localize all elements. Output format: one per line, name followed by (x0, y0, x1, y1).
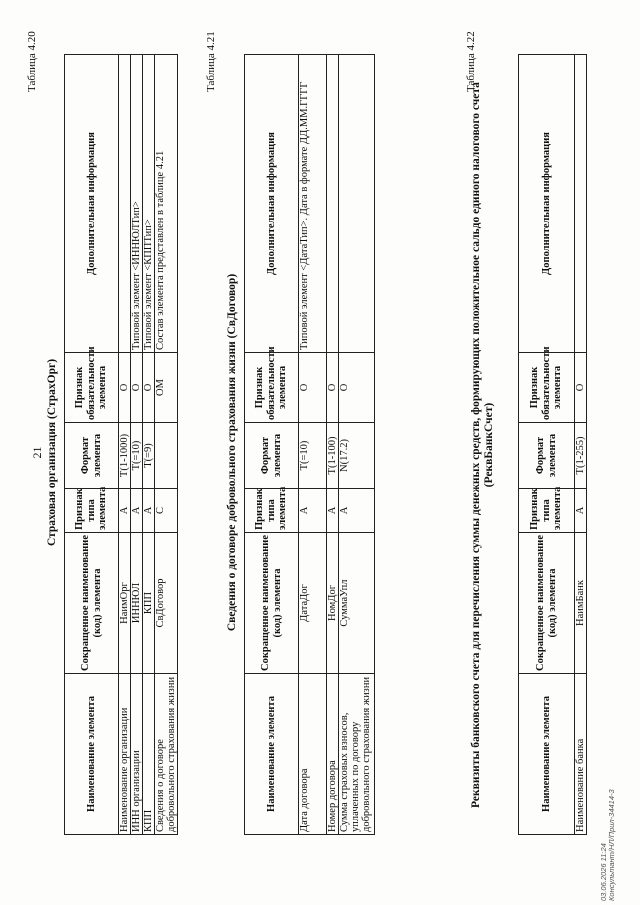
cell-code: НомДог (327, 533, 339, 674)
cell-required: О (327, 353, 339, 423)
page-number: 21 (30, 446, 44, 459)
cell-name: Наименование банка (575, 674, 587, 835)
col-name-header: Наименование элемента (245, 674, 299, 835)
cell-type: А (339, 489, 375, 533)
cell-required: О (339, 353, 375, 423)
cell-type: А (299, 489, 327, 533)
col-required-header: Признак обязательности элемента (245, 353, 299, 423)
cell-type: А (119, 489, 131, 533)
col-type-header: Признак типа элемента (519, 489, 575, 533)
table-row (575, 55, 587, 835)
table-row (155, 55, 178, 835)
table-4-21-label: Таблица 4.21 (205, 31, 217, 92)
col-format-header: Формат элемента (245, 423, 299, 489)
col-info-header: Дополнительная информация (245, 55, 299, 353)
table-row (143, 55, 155, 835)
cell-type: А (327, 489, 339, 533)
cell-code: КПП (143, 533, 155, 674)
cell-info: Состав элемента представлен в таблице 4.21 (155, 55, 178, 353)
col-name-header: Наименование элемента (519, 674, 575, 835)
col-code-header: Сокращенное наименование (код) элемента (65, 533, 119, 674)
cell-code: НаимБанк (575, 533, 587, 674)
cell-info (327, 55, 339, 353)
cell-info: Типовой элемент <ДатаТип>. Дата в формате ДД.ММ.ГГГГ (299, 55, 327, 353)
table-4-22-title: Реквизиты банковского счета для перечисления суммы денежных средств, формирующих положительное сальдо единого налогового счета (РеквБанкСчет) (470, 82, 495, 808)
col-format-header: Формат элемента (65, 423, 119, 489)
col-type-header: Признак типа элемента (65, 489, 119, 533)
cell-code: ИННЮЛ (131, 533, 143, 674)
col-info-header: Дополнительная информация (519, 55, 575, 353)
cell-required: О (575, 353, 587, 423)
cell-required: О (143, 353, 155, 423)
cell-format: T(=10) (299, 423, 327, 489)
table-row (131, 55, 143, 835)
cell-format: T(=9) (143, 423, 155, 489)
cell-required: ОМ (155, 353, 178, 423)
table-4-20 (64, 54, 178, 835)
cell-name: Дата договора (299, 674, 327, 835)
cell-type: А (131, 489, 143, 533)
cell-code: СуммаУпл (339, 533, 375, 674)
footer-doc-id: Консультант/НЛ/Прил-34414-3 (607, 789, 616, 901)
cell-name: Наименование организации (119, 674, 131, 835)
cell-name: Сведения о договоре добровольного страхования жизни (155, 674, 178, 835)
cell-type: А (143, 489, 155, 533)
cell-name: Номер договора (327, 674, 339, 835)
cell-required: О (131, 353, 143, 423)
col-info-header: Дополнительная информация (65, 55, 119, 353)
col-code-header: Сокращенное наименование (код) элемента (519, 533, 575, 674)
table-4-22-header (519, 55, 575, 835)
cell-code: НаимОрг (119, 533, 131, 674)
table-4-21-title: Сведения о договоре добровольного страхования жизни (СвДоговор) (226, 273, 238, 632)
table-4-22-label: Таблица 4.22 (465, 31, 477, 92)
col-required-header: Признак обязательности элемента (519, 353, 575, 423)
footer-stamp (600, 789, 616, 901)
cell-name: ИНН организации (131, 674, 143, 835)
cell-required: О (119, 353, 131, 423)
cell-name: КПП (143, 674, 155, 835)
col-format-header: Формат элемента (519, 423, 575, 489)
table-4-22 (518, 54, 587, 835)
table-row (299, 55, 327, 835)
table-4-21 (244, 54, 375, 835)
cell-info: Типовой элемент <ИННЮЛТип> (131, 55, 143, 353)
table-row (327, 55, 339, 835)
col-required-header: Признак обязательности элемента (65, 353, 119, 423)
cell-format (155, 423, 178, 489)
cell-format: T(1-255) (575, 423, 587, 489)
col-name-header: Наименование элемента (65, 674, 119, 835)
cell-info (119, 55, 131, 353)
cell-info (575, 55, 587, 353)
cell-format: T(1-1000) (119, 423, 131, 489)
cell-code: ДатаДог (299, 533, 327, 674)
cell-info (339, 55, 375, 353)
cell-name: Сумма страховых взносов, уплаченных по договору добровольного страхования жизни (339, 674, 375, 835)
cell-type: А (575, 489, 587, 533)
cell-required: О (299, 353, 327, 423)
table-row (339, 55, 375, 835)
footer-date: 03.06.2026 11:24 (599, 843, 608, 901)
table-4-21-header (245, 55, 299, 835)
cell-format: T(=10) (131, 423, 143, 489)
col-type-header: Признак типа элемента (245, 489, 299, 533)
cell-format: T(1-100) (327, 423, 339, 489)
col-code-header: Сокращенное наименование (код) элемента (245, 533, 299, 674)
cell-format: N(17.2) (339, 423, 375, 489)
table-4-20-header (65, 55, 119, 835)
cell-code: СвДоговор (155, 533, 178, 674)
table-4-20-label: Таблица 4.20 (26, 31, 38, 92)
cell-info: Типовой элемент <КППТип> (143, 55, 155, 353)
table-row (119, 55, 131, 835)
cell-type: С (155, 489, 178, 533)
table-4-20-title: Страховая организация (СтрахОрг) (46, 358, 58, 547)
